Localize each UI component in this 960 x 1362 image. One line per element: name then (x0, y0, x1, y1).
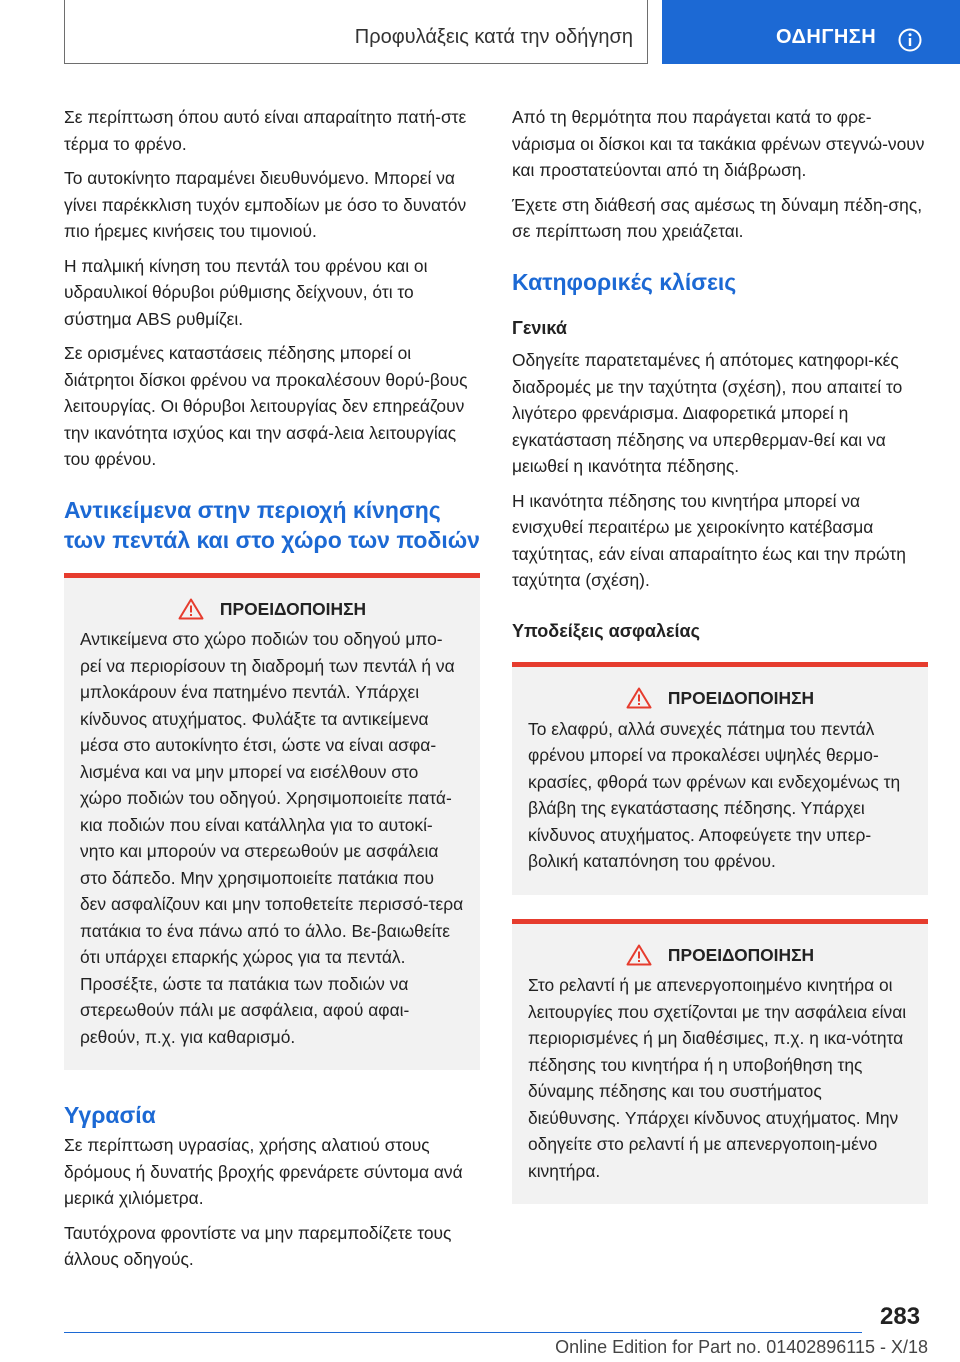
warning-triangle-icon (626, 687, 652, 709)
footer-divider (64, 1332, 862, 1333)
warning-box (64, 573, 480, 1071)
warning-header (80, 596, 464, 623)
subheading: Γενικά (512, 317, 567, 338)
right-column (512, 104, 928, 1226)
page-number: 283 (880, 1303, 921, 1330)
warning-triangle-icon (626, 944, 652, 966)
paragraph: Έχετε στη διάθεσή σας αμέσως τη δύναμη πέδη-σης, σε περίπτωση που χρειάζεται. (512, 194, 923, 241)
paragraph: Σε περίπτωση υγρασίας, χρήσης αλατιού στους δρόμους ή δυνατής βροχής φρενάρετε σύντομα ανά μερικά χιλιόμετρα. (64, 1135, 463, 1208)
warning-text: Στο ρελαντί ή με απενεργοποιημένο κινητήρα οι λειτουργίες που σχετίζονται με την ασφάλεια είναι περιορισμένες ή μη διαθέσιμες, π.χ. η ικα-νότητα πέδησης του κινητήρα ή η υποβοήθηση της δύναμης πέδησης και του συστήματος διεύθυνσης. Υπάρχει κίνδυνος ατυχήματος. Μην οδηγείτε στο ρελαντί ή με απενεργοποιη-μένο κινητήρα. (528, 975, 907, 1181)
chapter-title: Προφυλάξεις κατά την οδήγηση (354, 26, 633, 48)
info-icon (898, 28, 922, 52)
warning-box (512, 919, 928, 1205)
subheading: Υποδείξεις ασφαλείας (512, 620, 700, 641)
paragraph: Το αυτοκίνητο παραμένει διευθυνόμενο. Μπορεί να γίνει παρέκκλιση τυχόν εμποδίων με όσο το δυνατόν πιο ήρεμες κινήσεις του τιμονιού. (64, 168, 467, 241)
warning-label: ΠΡΟΕΙΔΟΠΟΙΗΣΗ (667, 688, 815, 708)
header-box (64, 0, 648, 64)
section-heading: Υγρασία (64, 1102, 156, 1128)
warning-label: ΠΡΟΕΙΔΟΠΟΙΗΣΗ (219, 598, 367, 619)
warning-label: ΠΡΟΕΙΔΟΠΟΙΗΣΗ (667, 944, 815, 965)
section-heading: Κατηφορικές κλίσεις (512, 268, 737, 295)
footer-edition: Online Edition for Part no. 01402896115 - X/18 (555, 1337, 928, 1357)
warning-header (528, 942, 912, 969)
section-tab[interactable] (662, 0, 960, 64)
warning-header (528, 685, 912, 712)
paragraph: Οδηγείτε παρατεταμένες ή απότομες κατηφορι-κές διαδρομές με την ταχύτητα (σχέση), που απαιτεί το λιγότερο φρενάρισμα. Διαφορετικά μπορεί η εγκατάσταση πέδησης να υπερθερμαν-θεί και να μειωθεί η ικανότητα πέδησης. (512, 350, 903, 476)
section-label: ΟΔΗΓΗΣΗ (776, 26, 877, 48)
warning-text: Το ελαφρύ, αλλά συνεχές πάτημα του πεντάλ φρένου μπορεί να προκαλέσει υψηλές θερμο-κρασίες, φθορά των φρένων και ενδεχομένως τη βλάβη της εγκατάστασης πέδησης. Υπάρχει κίνδυνος ατυχήματος. Αποφεύγετε την υπερ-βολική καταπόνηση του φρένου. (528, 718, 901, 871)
section-heading: Αντικείμενα στην περιοχή κίνησης των πεντάλ και στο χώρο των ποδιών (64, 496, 480, 553)
paragraph: Σε περίπτωση όπου αυτό είναι απαραίτητο πατή-στε τέρμα το φρένο. (64, 107, 467, 154)
warning-triangle-icon (178, 598, 204, 620)
paragraph: Ταυτόχρονα φροντίστε να μην παρεμποδίζετε τους άλλους οδηγούς. (64, 1222, 452, 1269)
paragraph: Η παλμική κίνηση του πεντάλ του φρένου και οι υδραυλικοί θόρυβοι ρύθμισης δείχνουν, ότι το σύστημα ABS ρυθμίζει. (64, 255, 428, 329)
warning-box (512, 662, 928, 895)
left-column (64, 104, 480, 1281)
paragraph: Σε ορισμένες καταστάσεις πέδησης μπορεί οι διάτρητοι δίσκοι φρένου να προκαλέσουν θορύ-βους λειτουργίας. Οι θόρυβοι λειτουργίας δεν επηρεάζουν την ικανότητα ισχύος και την ασφά-λεια λειτουργίας του φρένου. (64, 343, 468, 469)
paragraph: Από τη θερμότητα που παράγεται κατά το φρε-νάρισμα οι δίσκοι και τα τακάκια φρένων στεγνώ-νουν και προστατεύονται από τη διάβρωση. (512, 107, 925, 180)
paragraph: Η ικανότητα πέδησης του κινητήρα μπορεί να ενισχυθεί περαιτέρω με χειροκίνητο κατέβασμα ταχύτητας, εάν είναι απαραίτητο έως και την πρώτη ταχύτητα (σχέση). (512, 490, 906, 590)
warning-text: Αντικείμενα στο χώρο ποδιών του οδηγού μπο-ρεί να περιορίσουν τη διαδρομή των πεντάλ ή να μπλοκάρουν ένα πατημένο πεντάλ. Υπάρχει κίνδυνος ατυχήματος. Φυλάξτε τα αντικείμενα μέσα στο αυτοκίνητο έτσι, ώστε να είναι ασφα-λισμένα και να μην μπορεί να εισέλθουν στο χώρο ποδιών του οδηγού. Χρησιμοποιείτε πατά-κια ποδιών που είναι κατάλληλα για το αυτοκί-νητο και μπορούν να στερεωθούν με ασφάλεια στο δάπεδο. Μην χρησιμοποιείτε πατάκια που δεν ασφαλίζουν και μην τοποθετείτε περισσό-τερα πατάκια το ένα πάνω από το άλλο. Βε-βαιωθείτε ότι υπάρχει επαρκής χώρος για τα πεντάλ. Προσέξτε, ώστε τα πατάκια των ποδιών να στερεωθούν πάλι με ασφάλεια, αφού αφαι-ρεθούν, π.χ. για καθαρισμό. (80, 629, 464, 1047)
